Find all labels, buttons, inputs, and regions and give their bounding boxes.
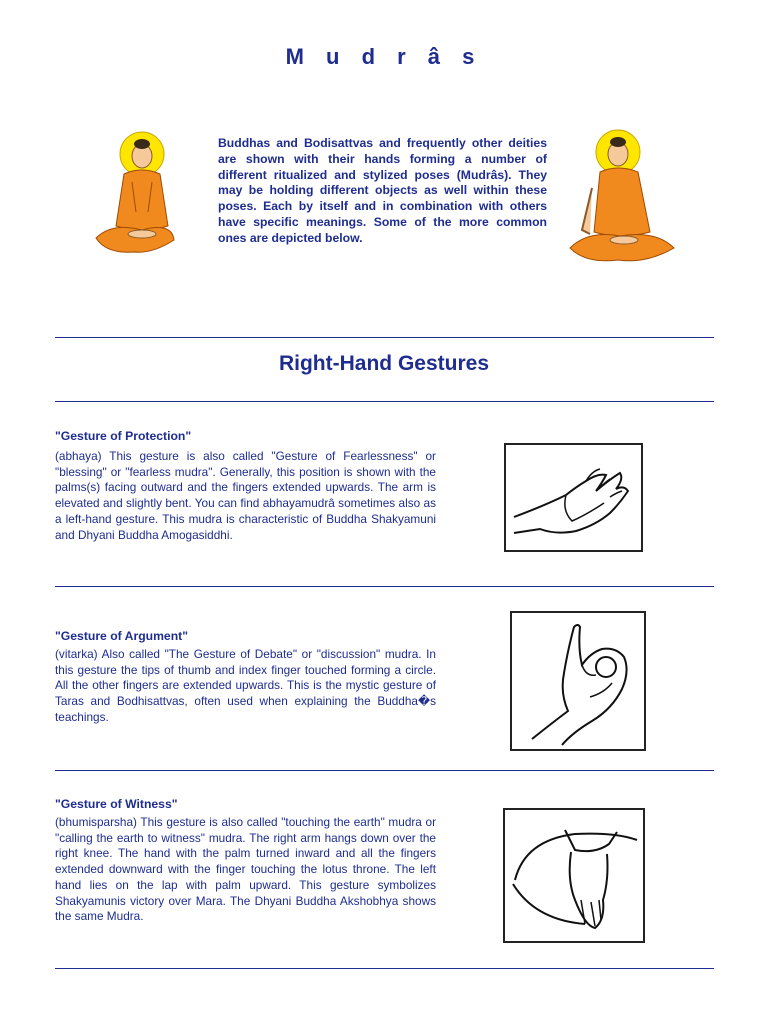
divider xyxy=(55,337,714,338)
divider xyxy=(55,401,714,402)
gesture-protection-description: (abhaya) This gesture is also called "Gesture of Fearlessness" or "blessing" or "fearless mudra". Generally, this position is shown with the palms(s) facing outward and the fingers extended upwards. The arm is elevated and slightly bent. You can find abhayamudrâ sometimes also as a left-hand gesture. This mudra is characteristic of Buddha Shakyamuni and Dhyani Buddha Amogasiddhi. xyxy=(55,449,436,542)
gesture-argument-title: "Gesture of Argument" xyxy=(55,629,188,643)
divider xyxy=(55,770,714,771)
page-title: M u d r â s xyxy=(285,44,483,69)
gesture-witness-title: "Gesture of Witness" xyxy=(55,797,178,811)
gesture-witness-description: (bhumisparsha) This gesture is also called "touching the earth" mudra or "calling the earth to witness" mudra. The right arm hangs down over the right knee. The hand with the palm turned inward and all the fingers extended downward with the finger touching the lotus throne. The left hand lies on the lap with palm upward. This gesture symbolizes Shakyamunis victory over Mara. The Dhyani Buddha Akshobhya shows the same Mudra. xyxy=(55,815,436,924)
intro-paragraph: Buddhas and Bodisattvas and frequently other deities are shown with their hands forming a number of different ritualized and stylized poses (Mudrâs). They may be holding different objects as well within these poses. Each by itself and in combination with others have specific meanings. Some of the more common ones are depicted below. xyxy=(218,136,547,245)
bhumisparsha-hand-illustration xyxy=(503,808,645,943)
buddha-left-illustration xyxy=(92,126,176,260)
gesture-protection-title: "Gesture of Protection" xyxy=(55,429,192,443)
gesture-argument-description: (vitarka) Also called "The Gesture of Debate" or "discussion" mudra. In this gesture the tips of thumb and index finger touched forming a circle. All the other fingers are extended upwards. This is the mystic gesture of Taras and Bodhisattvas, often used when explaining the Buddha�s teachings. xyxy=(55,647,436,724)
vitarka-hand-illustration xyxy=(510,611,646,751)
divider xyxy=(55,586,714,587)
abhaya-hand-illustration xyxy=(504,443,643,552)
divider xyxy=(55,968,714,969)
section-heading: Right-Hand Gestures xyxy=(278,352,490,375)
buddha-right-illustration xyxy=(566,126,678,268)
